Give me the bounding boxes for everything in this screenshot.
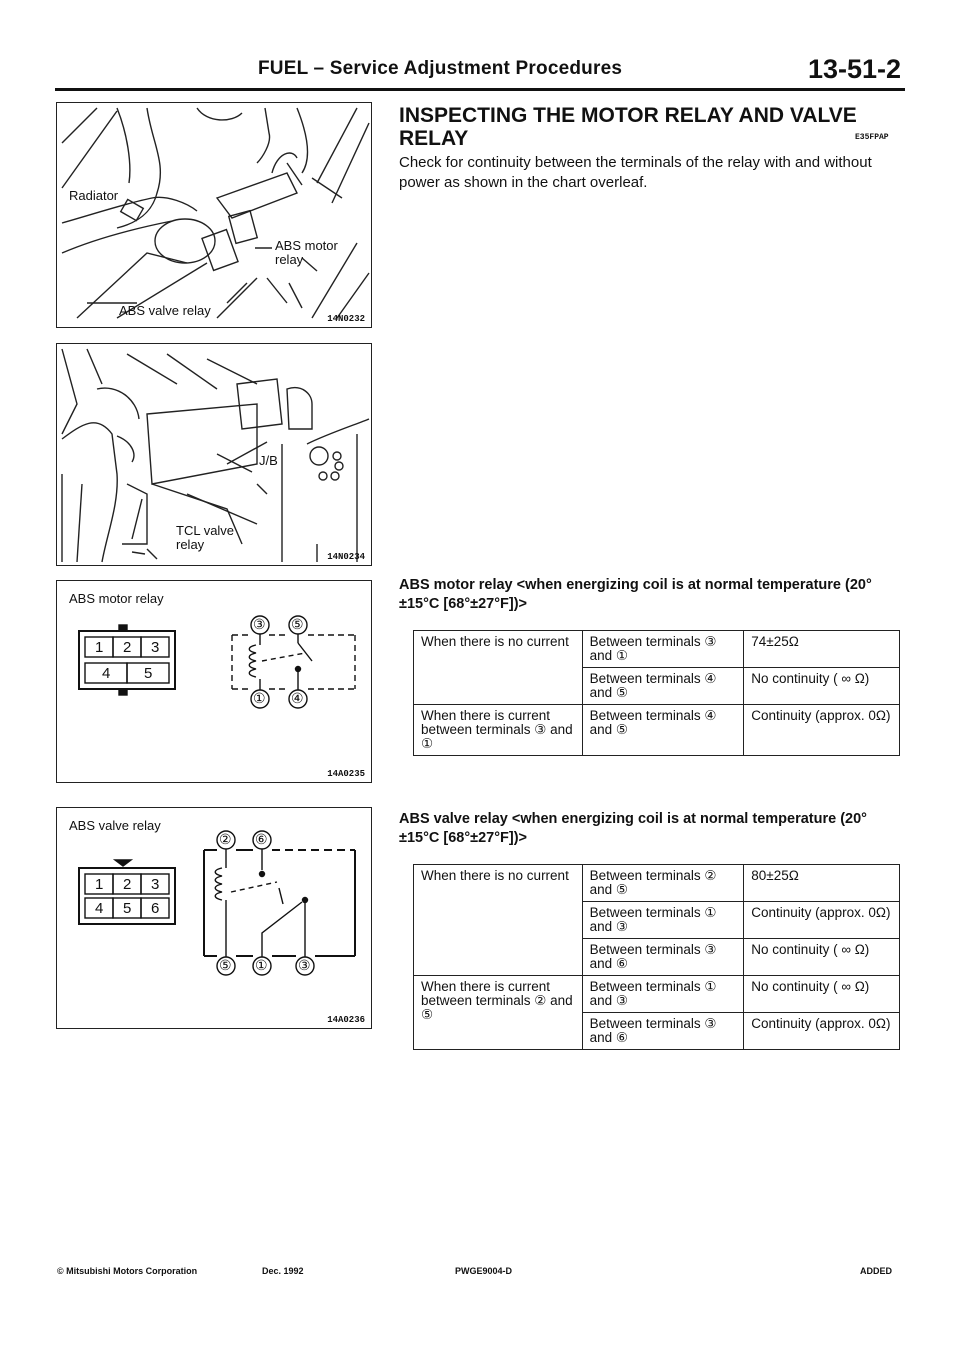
footer-copyright: © Mitsubishi Motors Corporation [57, 1266, 198, 1276]
figure-abs-motor-relay [56, 580, 372, 783]
terminals-cell: Between terminals ③ and ⑥ [582, 939, 744, 976]
table-row [414, 976, 900, 1013]
terminals-cell: Between terminals ① and ③ [582, 902, 744, 939]
result-cell: 74±25Ω [744, 631, 900, 668]
figure-junction-block [56, 343, 372, 566]
terminal-label: ③ [253, 616, 266, 632]
terminal-label: ⑤ [219, 957, 232, 973]
valve-relay-schematic [57, 808, 371, 1028]
connector-pin-label: 3 [151, 639, 160, 656]
valve-relay-table [413, 864, 900, 1050]
figure-abs-valve-relay [56, 807, 372, 1029]
terminal-label: ③ [298, 957, 311, 973]
section-intro: Check for continuity between the terminals of the relay with and without power as shown in the chart overleaf. [399, 154, 872, 191]
motor-relay-table-heading: ABS motor relay <when energizing coil is at normal temperature (20°±15°C [68°±27°F])> [399, 577, 872, 612]
label-abs-motor-relay-line2: relay [275, 252, 304, 267]
label-jb: J/B [259, 453, 278, 468]
label-tcl-valve-relay-line1: TCL valve [176, 523, 235, 538]
figure-caption: ABS motor relay [69, 591, 164, 606]
header-rule [55, 88, 905, 91]
table-row [414, 865, 900, 902]
result-cell: Continuity (approx. 0Ω) [744, 1013, 900, 1050]
condition-cell: When there is no current [414, 631, 583, 705]
figure-caption: ABS valve relay [69, 818, 161, 833]
connector-pin-label: 2 [123, 639, 132, 656]
connector-pin-label: 5 [144, 665, 153, 682]
figure-code: 14A0236 [327, 1015, 365, 1025]
connector-pin-label: 1 [95, 639, 104, 656]
engine-bay-illustration [57, 103, 371, 327]
section-code: E35FPAP [855, 133, 889, 142]
connector-pin-label: 6 [151, 900, 160, 917]
result-cell: 80±25Ω [744, 865, 900, 902]
result-cell: Continuity (approx. 0Ω) [744, 902, 900, 939]
terminals-cell: Between terminals ③ and ⑥ [582, 1013, 744, 1050]
terminal-label: ⑥ [255, 831, 268, 847]
result-cell: No continuity ( ∞ Ω) [744, 668, 900, 705]
terminals-cell: Between terminals ④ and ⑤ [582, 668, 744, 705]
valve-relay-table-heading: ABS valve relay <when energizing coil is at normal temperature (20°±15°C [68°±27°F])> [399, 811, 867, 846]
figure-code: 14N0234 [327, 552, 365, 562]
connector-pin-label: 5 [123, 900, 132, 917]
terminal-label: ① [255, 957, 268, 973]
result-cell: No continuity ( ∞ Ω) [744, 976, 900, 1013]
table-row [414, 705, 900, 756]
connector-pin-label: 4 [95, 900, 104, 917]
figure-code: 14A0235 [327, 769, 365, 779]
motor-relay-table [413, 630, 900, 756]
result-cell: Continuity (approx. 0Ω) [744, 705, 900, 756]
label-tcl-valve-relay-line2: relay [176, 537, 205, 552]
footer-status: ADDED [860, 1266, 893, 1276]
terminal-label: ② [219, 831, 232, 847]
terminals-cell: Between terminals ② and ⑤ [582, 865, 744, 902]
connector-pin-label: 4 [102, 665, 111, 682]
figure-code: 14N0232 [327, 314, 365, 324]
terminals-cell: Between terminals ① and ③ [582, 976, 744, 1013]
terminals-cell: Between terminals ③ and ① [582, 631, 744, 668]
label-abs-motor-relay-line1: ABS motor [275, 238, 338, 253]
condition-cell: When there is current between terminals ② and ⑤ [414, 976, 583, 1050]
footer-doc-code: PWGE9004-D [455, 1266, 513, 1276]
connector-pin-label: 3 [151, 876, 160, 893]
connector-pin-label: 1 [95, 876, 104, 893]
terminal-label: ⑤ [291, 616, 304, 632]
footer-date: Dec. 1992 [262, 1266, 304, 1276]
terminals-cell: Between terminals ④ and ⑤ [582, 705, 744, 756]
table-row [414, 631, 900, 668]
label-radiator: Radiator [69, 188, 119, 203]
page-number: 13-51-2 [808, 54, 902, 84]
connector-pin-label: 2 [123, 876, 132, 893]
figure-engine-bay [56, 102, 372, 328]
terminal-label: ④ [291, 690, 304, 706]
page-header-title: FUEL – Service Adjustment Procedures [258, 58, 623, 79]
label-abs-valve-relay: ABS valve relay [119, 303, 211, 318]
result-cell: No continuity ( ∞ Ω) [744, 939, 900, 976]
terminal-label: ① [253, 690, 266, 706]
condition-cell: When there is no current [414, 865, 583, 976]
section-title: INSPECTING THE MOTOR RELAY AND VALVE RELAY [399, 104, 857, 150]
condition-cell: When there is current between terminals ③ and ① [414, 705, 583, 756]
